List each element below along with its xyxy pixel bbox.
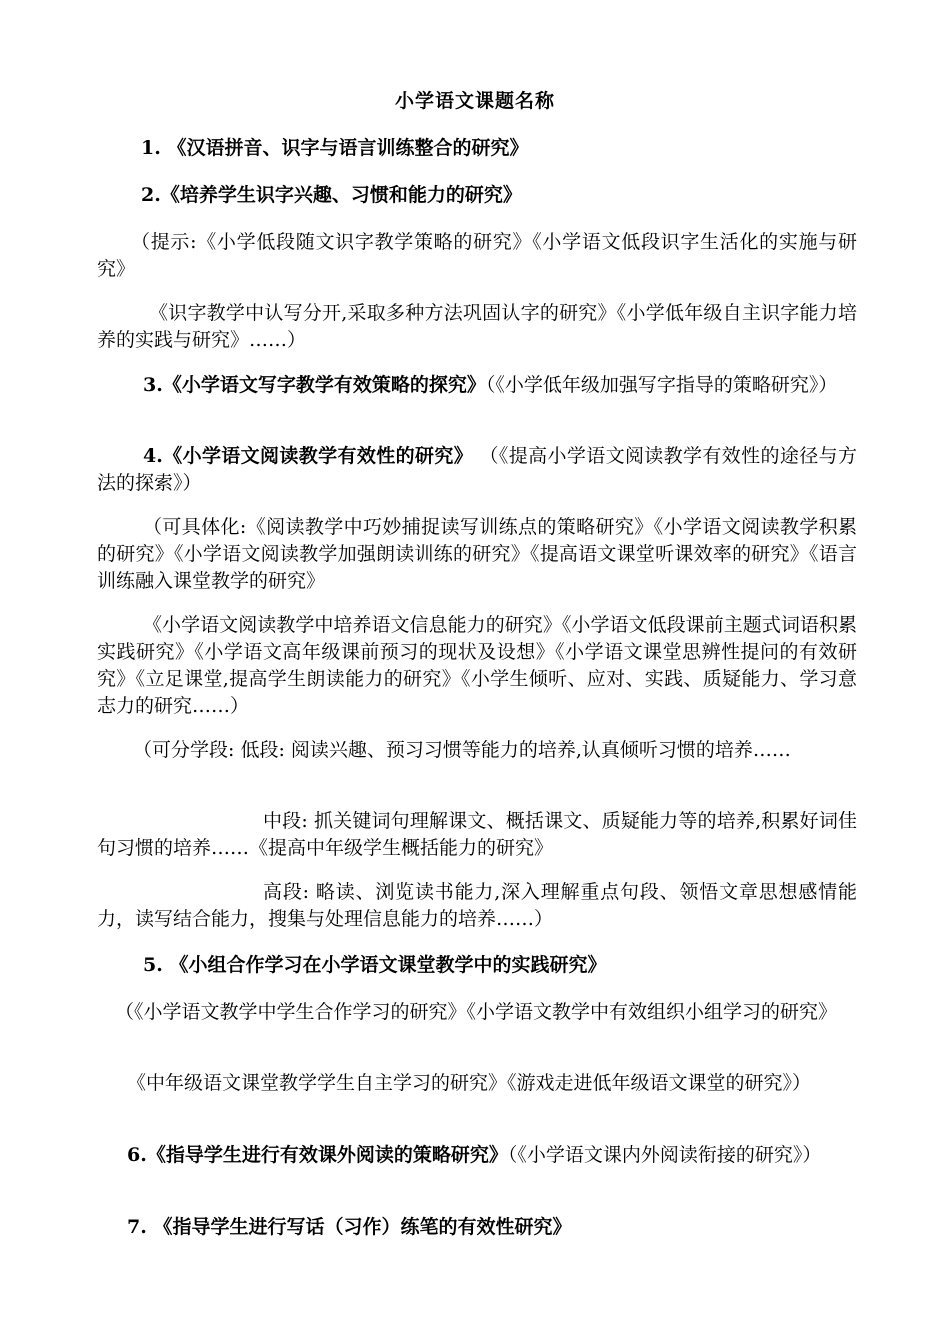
topic-6-rest: （《小学语文课内外阅读衔接的研究》） — [507, 1144, 822, 1166]
topic-5-detail-1: （《小学语文教学中学生合作学习的研究》《小学语文教学中有效组织小组学习的研究》 — [115, 1001, 838, 1023]
topic-3 — [97, 372, 857, 399]
document-title: 小学语文课题名称 — [394, 90, 555, 112]
topic-5-detail-2: 《中年级语文课堂教学学生自主学习的研究》《游戏走进低年级语文课堂的研究》） — [127, 1072, 812, 1094]
topic-7: 7. 《指导学生进行写话（习作）练笔的有效性研究》 — [127, 1216, 572, 1238]
topic-6 — [97, 1142, 857, 1169]
topic-2-hint-2: 《识字教学中认写分开,采取多种方法巩固认字的研究》《小学低年级自主识字能力培养的实践与研究》……） — [97, 302, 857, 351]
topic-3-heading: 3.《小学语文写字教学有效策略的探究》 — [143, 374, 486, 396]
topic-2: 2.《培养学生识字兴趣、习惯和能力的研究》 — [141, 184, 522, 206]
topic-5: 5. 《小组合作学习在小学语文课堂教学中的实践研究》 — [143, 954, 607, 976]
topic-4-heading: 4.《小学语文阅读教学有效性的研究》 — [143, 445, 474, 467]
stage-high: 高段: 略读、浏览读书能力,深入理解重点句段、领悟文章思想感情能力，读写结合能力，搜集与处理信息能力的培养……） — [97, 881, 857, 930]
topic-2-hint-1: （提示:《小学低段随文识字教学策略的研究》《小学语文低段识字生活化的实施与研究》 — [97, 231, 857, 280]
topic-4-detail-1: （可具体化:《阅读教学中巧妙捕捉读写训练点的策略研究》《小学语文阅读教学积累的研究》《小学语文阅读教学加强朗读训练的研究》《提高语文课堂听课效率的研究》《语言训练融入课堂教学的研究》 — [97, 516, 857, 592]
topic-3-rest: （《小学低年级加强写字指导的策略研究》） — [485, 374, 838, 396]
topic-1: 1. 《汉语拼音、识字与语言训练整合的研究》 — [141, 137, 529, 159]
topic-4 — [97, 443, 857, 497]
topic-4-detail-2: 《小学语文阅读教学中培养语文信息能力的研究》《小学语文低段课前主题式词语积累实践研究》《小学语文高年级课前预习的现状及设想》《小学语文课堂思辨性提问的有效研究》《立足课堂,提高学生朗读能力的研究》《小学生倾听、应对、实践、质疑能力、学习意志力的研究……） — [97, 614, 857, 717]
stage-mid: 中段: 抓关键词句理解课文、概括课文、质疑能力等的培养,积累好词佳句习惯的培养……《提高中年级学生概括能力的研究》 — [97, 810, 857, 859]
stage-low: （可分学段: 低段: 阅读兴趣、预习习惯等能力的培养,认真倾听习惯的培养…… — [133, 739, 791, 761]
topic-4-rest: （《提高小学语文阅读教学有效性的途径与方法的探索》） — [97, 445, 857, 494]
topic-6-heading: 6.《指导学生进行有效课外阅读的策略研究》 — [127, 1144, 508, 1166]
